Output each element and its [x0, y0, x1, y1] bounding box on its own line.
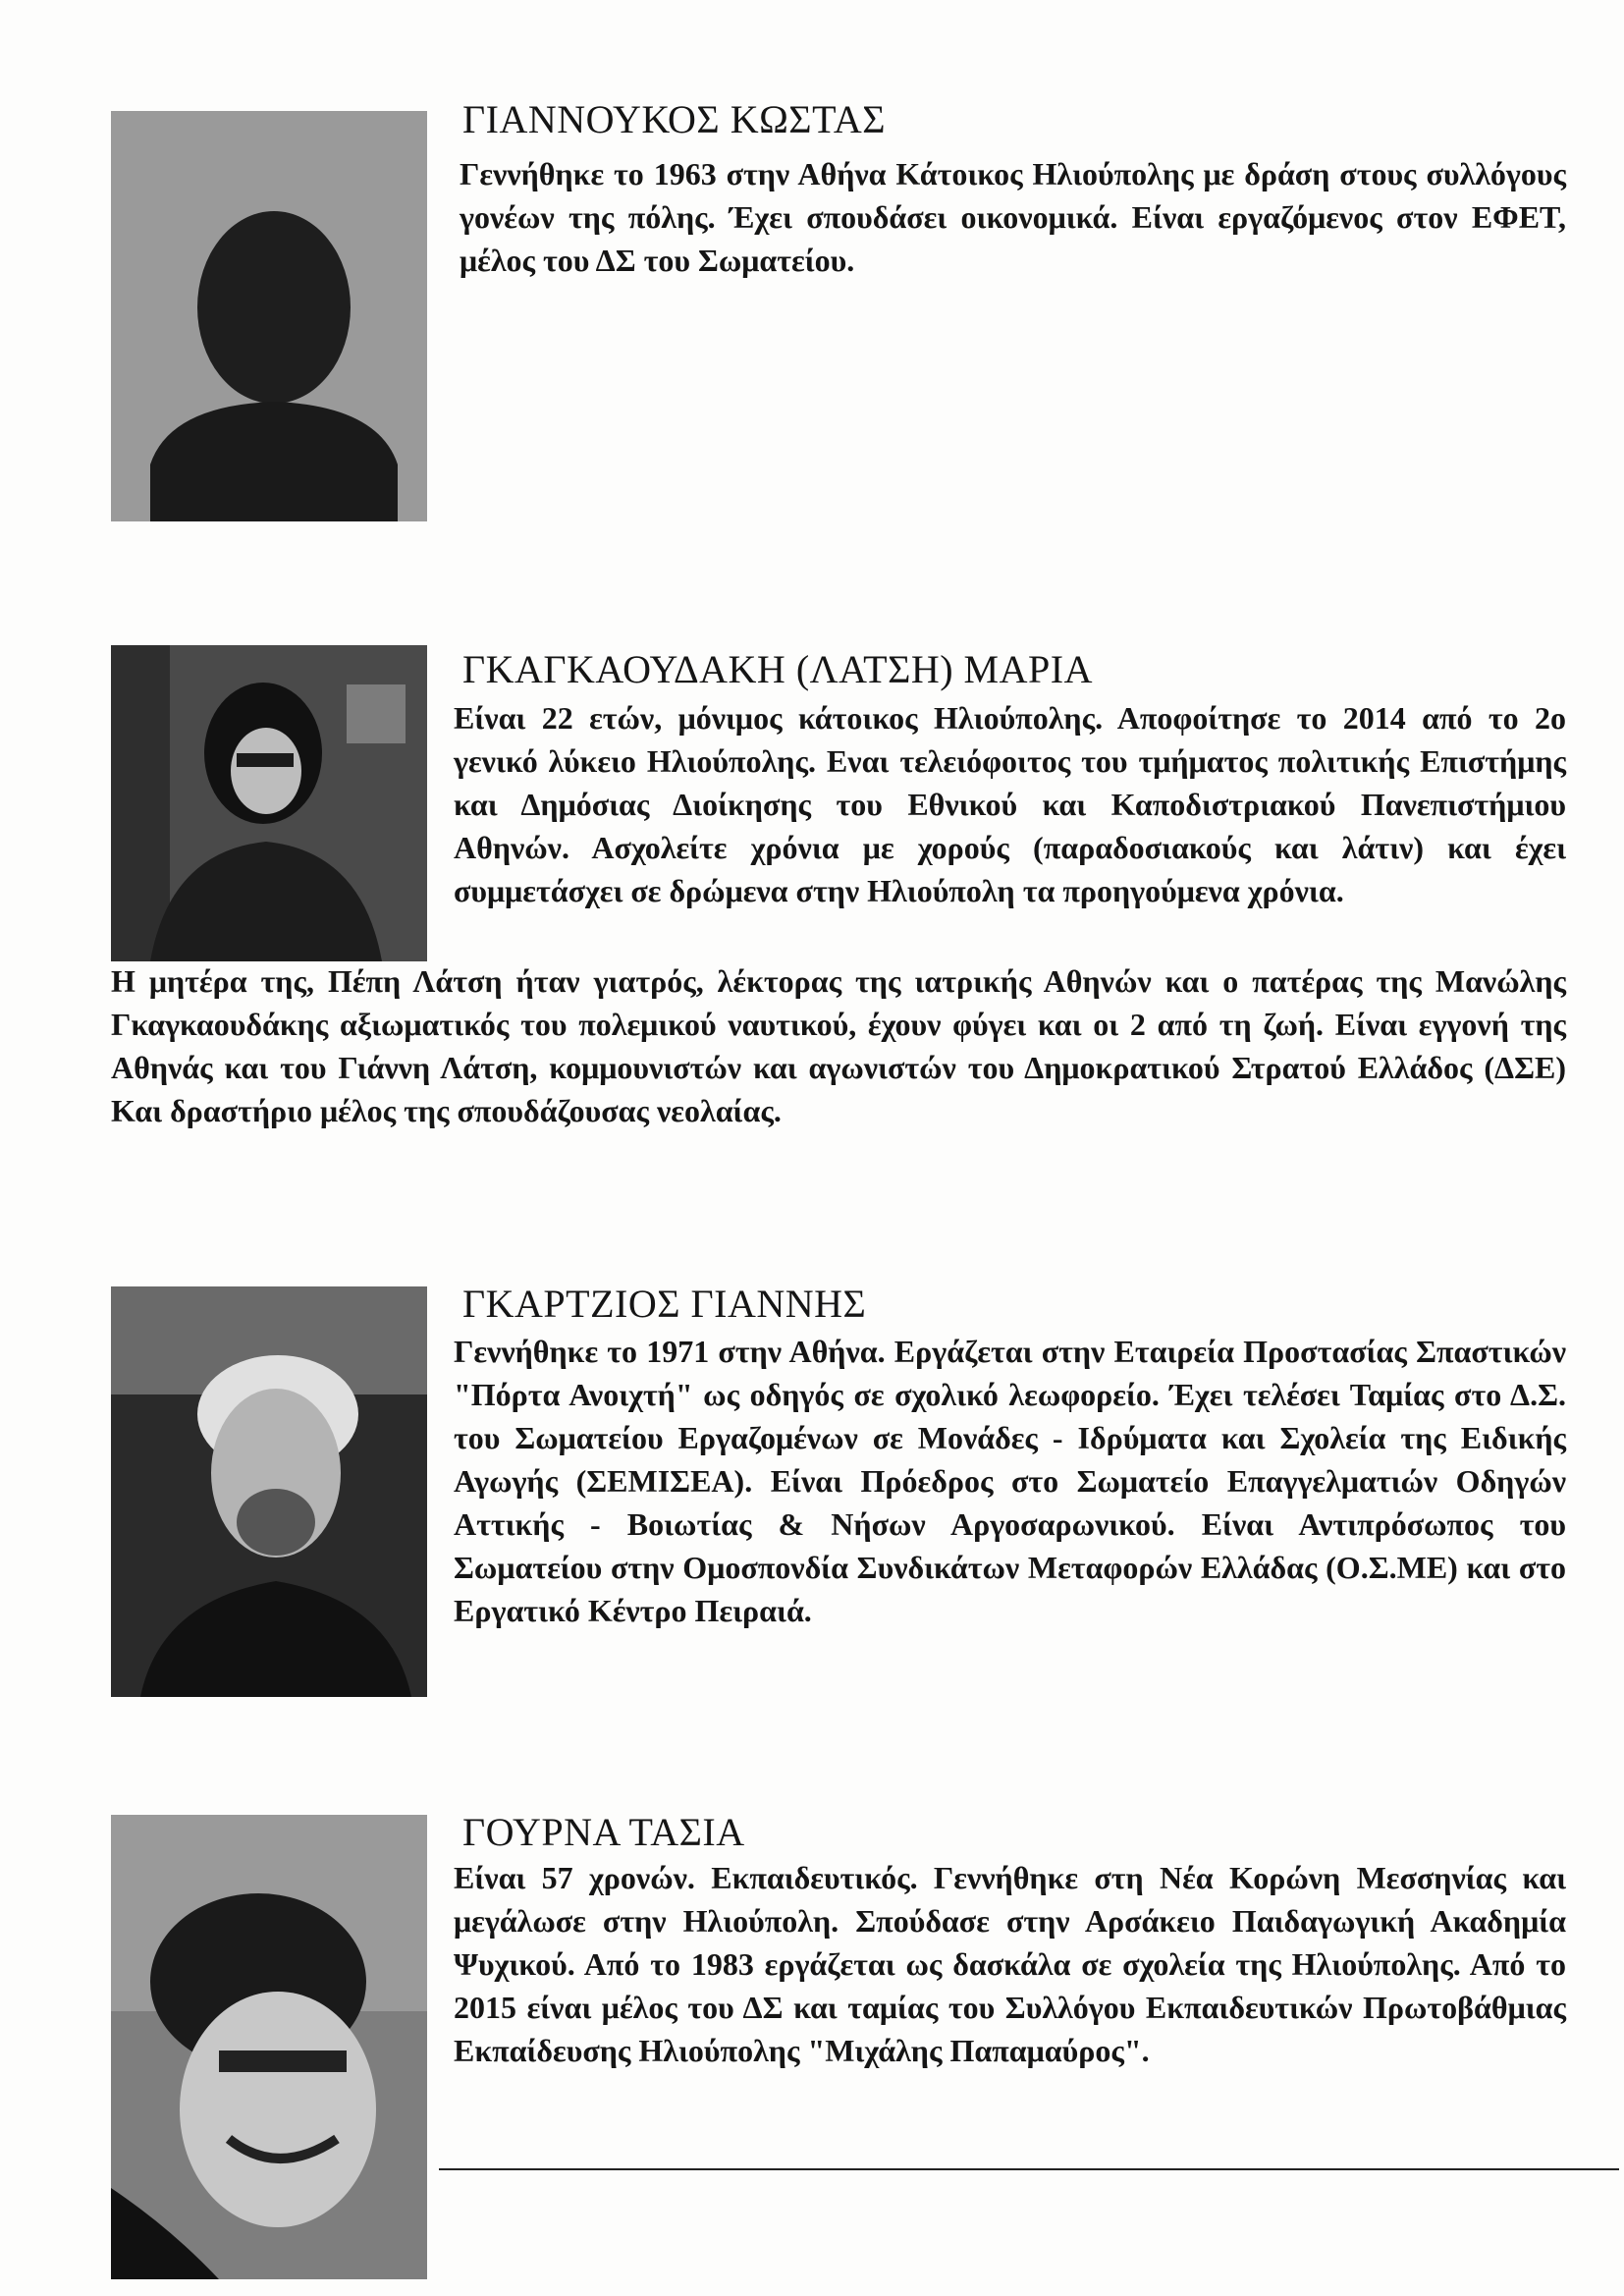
- candidate-bio-1: Γεννήθηκε το 1963 στην Αθήνα Κάτοικος Ηλιούπολης με δράση στους συλλόγους γονέων της πόλης. Έχει σπουδάσει οικονομικά. Είναι εργαζόμενος στον ΕΦΕΤ, μέλος του ΔΣ του Σωματείου.: [460, 156, 1566, 278]
- candidate-bio-4: Είναι 57 χρονών. Εκπαιδευτικός. Γεννήθηκε στη Νέα Κορώνη Μεσσηνίας και μεγάλωσε στην Ηλιούπολη. Σπούδασε στην Αρσάκειο Παιδαγωγική Ακαδημία Ψυχικού. Από το 1983 εργάζεται ως δασκάλα σε σχολεία της Ηλιούπολης. Από το 2015 είναι μέλος του ΔΣ και ταμίας του Συλλόγου Εκπαιδευτικών Πρωτοβάθμιας Εκπαίδευσης Ηλιούπολης "Μιχάλης Παπαμαύρος".: [454, 1860, 1566, 2068]
- candidate-name-1: ΓΙΑΝΝΟΥΚΟΣ ΚΩΣΤΑΣ: [462, 97, 886, 141]
- candidate-name-4: ΓΟΥΡΝΑ ΤΑΣΙΑ: [462, 1810, 745, 1854]
- candidate-bio-2-continued: Η μητέρα της, Πέπη Λάτση ήταν γιατρός, λέκτορας της ιατρικής Αθηνών και ο πατέρας της Μανώλης Γκαγκαουδάκης αξιωματικός του πολεμικού ναυτικού, έχουν φύγει και οι 2 από τη ζωή. Είναι εγγονή της Αθηνάς και του Γιάννη Λάτση, κομμουνιστών και αγωνιστών του Δημοκρατικού Στρατού Ελλάδος (ΔΣΕ) Και δραστήριο μέλος της σπουδάζουσας νεολαίας.: [111, 963, 1566, 1128]
- candidate-photo-3: [111, 1286, 427, 1697]
- candidate-bio-2: Είναι 22 ετών, μόνιμος κάτοικος Ηλιούπολης. Αποφοίτησε το 2014 από το 2ο γενικό λύκειο Ηλιούπολης. Εναι τελειόφοιτος του τμήματος πολιτικής Επιστήμης και Δημόσιας Διοίκησης του Εθνικού και Καποδιστριακού Πανεπιστήμιου Αθηνών. Ασχολείτε χρόνια με χορούς (παραδοσιακούς και λάτιν) και έχει συμμετάσχει σε δρώμενα στην Ηλιούπολη τα προηγούμενα χρόνια.: [454, 700, 1566, 908]
- candidate-photo-1: [111, 111, 427, 521]
- candidate-name-3: ΓΚΑΡΤΖΙΟΣ ΓΙΑΝΝΗΣ: [462, 1282, 867, 1326]
- candidate-photo-4: [111, 1815, 427, 2279]
- candidate-bio-3: Γεννήθηκε το 1971 στην Αθήνα. Εργάζεται στην Εταιρεία Προστασίας Σπαστικών "Πόρτα Ανοιχτή" ως οδηγός σε σχολικό λεωφορείο. Έχει τελέσει Ταμίας στο Δ.Σ. του Σωματείου Εργαζομένων σε Μονάδες - Ιδρύματα και Σχολεία της Ειδικής Αγωγής (ΣΕΜΙΣΕΑ). Είναι Πρόεδρος στο Σωματείο Επαγγελματιών Οδηγών Αττικής - Βοιωτίας & Νήσων Αργοσαρωνικού. Είναι Αντιπρόσωπος του Σωματείου στην Ομοσπονδία Συνδικάτων Μεταφορών Ελλάδας (Ο.Σ.ΜΕ) και στο Εργατικό Κέντρο Πειραιά.: [454, 1334, 1566, 1628]
- bottom-rule: [439, 2168, 1619, 2170]
- candidate-photo-2: [111, 645, 427, 961]
- candidate-name-2: ΓΚΑΓΚΑΟΥΔΑΚΗ (ΛΑΤΣΗ) ΜΑΡΙΑ: [462, 647, 1093, 691]
